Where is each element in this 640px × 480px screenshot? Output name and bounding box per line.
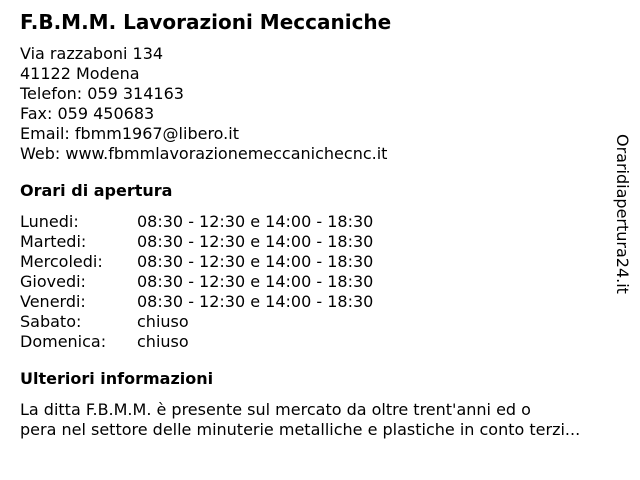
hours-row-saturday [20,312,612,332]
hours-row-wednesday [20,252,612,272]
website-address: Web: www.fbmmlavorazionemeccanichecnc.it [20,144,388,163]
day-label: Martedi: [20,232,87,251]
hours-row-friday [20,292,612,312]
more-info-line: pera nel settore delle minuterie metalliche e plastiche in conto terzi... [20,420,581,439]
opening-hours-heading: Orari di apertura [20,181,173,200]
day-hours: chiuso [137,332,189,351]
hours-row-thursday [20,272,612,292]
hours-row-sunday [20,332,612,352]
day-label: Lunedi: [20,212,79,231]
day-hours: 08:30 - 12:30 e 14:00 - 18:30 [137,232,374,251]
day-label: Mercoledi: [20,252,103,271]
day-label: Giovedi: [20,272,86,291]
day-hours: 08:30 - 12:30 e 14:00 - 18:30 [137,212,374,231]
business-name: F.B.M.M. Lavorazioni Meccaniche [20,10,392,34]
more-info-text [20,400,612,440]
opening-hours-table [20,212,612,352]
day-hours: 08:30 - 12:30 e 14:00 - 18:30 [137,252,374,271]
day-label: Venerdi: [20,292,86,311]
email-address: Email: fbmm1967@libero.it [20,124,239,143]
hours-row-tuesday [20,232,612,252]
more-info-line: La ditta F.B.M.M. è presente sul mercato da oltre trent'anni ed o [20,400,531,419]
day-hours: 08:30 - 12:30 e 14:00 - 18:30 [137,292,374,311]
day-label: Domenica: [20,332,107,351]
street-address: Via razzaboni 134 [20,44,164,63]
business-card [20,8,612,440]
more-info-heading: Ulteriori informazioni [20,369,214,388]
hours-row-monday [20,212,612,232]
city-address: 41122 Modena [20,64,140,83]
contact-block [20,44,612,164]
day-hours: chiuso [137,312,189,331]
fax-number: Fax: 059 450683 [20,104,155,123]
site-watermark: Oraridiapertura24.it [613,134,632,294]
day-hours: 08:30 - 12:30 e 14:00 - 18:30 [137,272,374,291]
day-label: Sabato: [20,312,82,331]
phone-number: Telefon: 059 314163 [20,84,184,103]
